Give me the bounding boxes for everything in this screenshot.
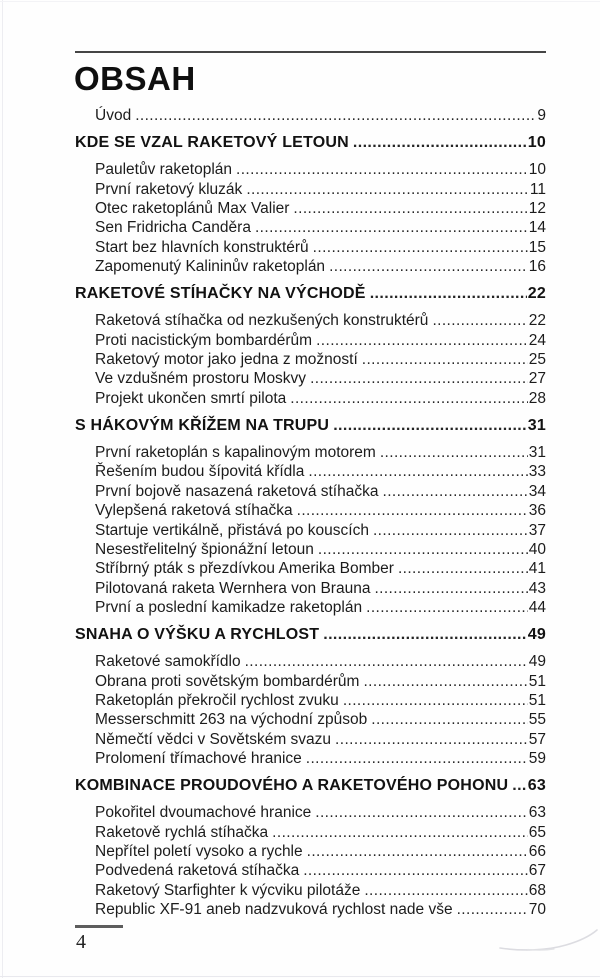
toc-entry xyxy=(75,331,546,350)
toc-entry xyxy=(75,238,546,257)
toc-entry xyxy=(75,598,546,617)
dot-leader xyxy=(245,652,528,671)
toc-entry xyxy=(75,823,546,842)
dot-leader xyxy=(371,710,528,729)
dot-leader xyxy=(307,842,528,861)
toc-entry-page: 14 xyxy=(528,219,546,237)
page-title: OBSAH xyxy=(74,60,196,97)
dot-leader xyxy=(382,482,527,501)
toc-entry-page: 65 xyxy=(528,823,546,841)
toc-entry-page: 63 xyxy=(528,804,546,822)
dot-leader xyxy=(432,311,527,330)
dot-leader xyxy=(363,672,527,691)
toc-entry-label: Prolomení třímachové hranice xyxy=(95,749,302,767)
dot-leader xyxy=(308,462,527,481)
toc-entry xyxy=(75,842,546,861)
toc-entry xyxy=(75,691,546,710)
toc-entry-label: KOMBINACE PROUDOVÉHO A RAKETOVÉHO POHONU xyxy=(75,777,509,795)
toc-entry-label: Proti nacistickým bombardérům xyxy=(95,331,313,349)
toc-entry xyxy=(75,730,546,749)
dot-leader xyxy=(370,284,527,304)
toc-entry xyxy=(75,369,546,388)
toc-entry-page: 15 xyxy=(528,238,546,256)
toc-entry-page: 16 xyxy=(528,258,546,276)
toc-entry-page: 24 xyxy=(528,331,546,349)
toc-entry-label: Projekt ukončen smrtí pilota xyxy=(95,389,287,407)
toc-entry-label: SNAHA O VÝŠKU A RYCHLOST xyxy=(75,626,320,644)
toc-entry-label: První raketový kluzák xyxy=(95,180,243,198)
toc-entry-label: Raketové samokřídlo xyxy=(95,653,241,671)
toc-entry-page: 9 xyxy=(537,107,546,124)
toc-entry-label: KDE SE VZAL RAKETOVÝ LETOUN xyxy=(75,134,349,152)
toc-entry-label: Vylepšená raketová stíhačka xyxy=(95,502,293,520)
toc-entry-page: 33 xyxy=(528,463,546,481)
toc-section-header xyxy=(75,776,546,796)
toc-entry-page: 51 xyxy=(528,691,546,709)
toc-entry-label: Raketový Starfighter k výcviku pilotáže xyxy=(95,881,361,899)
toc-entry-label: První a poslední kamikadze raketoplán xyxy=(95,598,363,616)
toc-entry-page: 68 xyxy=(528,881,546,899)
toc-entry-page: 25 xyxy=(528,351,546,369)
dot-leader xyxy=(297,501,528,520)
toc-entry xyxy=(75,710,546,729)
toc-entry-label: Start bez hlavních konstruktérů xyxy=(95,238,309,256)
toc-entry-label: Pauletův raketoplán xyxy=(95,161,233,179)
dot-leader xyxy=(353,133,527,153)
toc-entry-page: 10 xyxy=(528,161,546,179)
page-number: 4 xyxy=(76,931,86,953)
toc-entry xyxy=(75,462,546,481)
dot-leader xyxy=(135,106,536,125)
scan-smudge-artifact xyxy=(498,928,600,960)
dot-leader xyxy=(293,199,527,218)
toc-entry xyxy=(75,749,546,768)
toc-entry-page: 28 xyxy=(528,389,546,407)
toc-entry xyxy=(75,218,546,237)
toc-section-header xyxy=(75,133,546,153)
dot-leader xyxy=(333,416,527,436)
toc-entry-label: Obrana proti sovětským bombardérům xyxy=(95,672,360,690)
toc-entry xyxy=(75,521,546,540)
toc-entry-page: 57 xyxy=(528,730,546,748)
toc-entry-label: Sen Fridricha Canděra xyxy=(95,219,251,237)
toc-entry-page: 22 xyxy=(528,312,546,330)
toc-entry-page: 44 xyxy=(528,598,546,616)
dot-leader xyxy=(316,331,528,350)
toc-entry-label: Úvod xyxy=(95,107,132,124)
header-rule xyxy=(75,51,546,53)
toc-entry-label: Messerschmitt 263 na východní způsob xyxy=(95,711,368,729)
toc-entry xyxy=(75,350,546,369)
toc-entry xyxy=(75,199,546,218)
toc-entry-page: 66 xyxy=(528,842,546,860)
toc-entry-label: Řešením budou šípovitá křídla xyxy=(95,463,305,481)
toc-entry-label: Otec raketoplánů Max Valier xyxy=(95,200,290,218)
toc-entry-page: 59 xyxy=(528,749,546,767)
dot-leader xyxy=(343,691,528,710)
table-of-contents xyxy=(75,106,546,919)
dot-leader xyxy=(290,389,527,408)
dot-leader xyxy=(313,238,528,257)
toc-entry-page: 67 xyxy=(528,862,546,880)
toc-entry xyxy=(75,881,546,900)
scan-edge-top xyxy=(0,1,600,2)
dot-leader xyxy=(374,579,527,598)
toc-entry-label: Stříbrný pták s přezdívkou Amerika Bomber xyxy=(95,560,394,578)
toc-entry xyxy=(75,257,546,276)
dot-leader xyxy=(246,180,529,199)
toc-section-header xyxy=(75,625,546,645)
scan-edge-left xyxy=(2,0,3,978)
dot-leader xyxy=(255,218,528,237)
dot-leader xyxy=(236,160,528,179)
toc-entry xyxy=(75,311,546,330)
toc-entry-page: 49 xyxy=(527,626,546,644)
toc-entry xyxy=(75,501,546,520)
dot-leader xyxy=(512,776,527,796)
toc-entry-page: 31 xyxy=(528,444,546,462)
toc-entry-label: Startuje vertikálně, přistává po kouscích xyxy=(95,521,369,539)
dot-leader xyxy=(306,749,528,768)
dot-leader xyxy=(362,350,528,369)
toc-entry-page: 70 xyxy=(528,901,546,918)
toc-entry-page: 40 xyxy=(528,540,546,558)
toc-entry xyxy=(75,540,546,559)
toc-entry-label: Republic XF-91 aneb nadzvuková rychlost nade vše xyxy=(95,901,453,918)
toc-entry-label: Raketoplán překročil rychlost zvuku xyxy=(95,691,339,709)
toc-entry xyxy=(75,579,546,598)
toc-entry xyxy=(75,900,546,919)
toc-entry-label: Ve vzdušném prostoru Moskvy xyxy=(95,370,307,388)
toc-entry xyxy=(75,180,546,199)
toc-entry xyxy=(75,559,546,578)
dot-leader xyxy=(323,625,527,645)
toc-entry-label: Zapomenutý Kalininův raketoplán xyxy=(95,258,326,276)
dot-leader xyxy=(398,559,528,578)
toc-entry xyxy=(75,652,546,671)
dot-leader xyxy=(373,521,528,540)
toc-entry-page: 12 xyxy=(528,200,546,218)
toc-entry-page: 31 xyxy=(527,417,546,435)
dot-leader xyxy=(329,257,528,276)
toc-entry-label: Nesestřelitelný špionážní letoun xyxy=(95,540,314,558)
toc-entry-label: První raketoplán s kapalinovým motorem xyxy=(95,444,376,462)
toc-entry-label: Raketový motor jako jedna z možností xyxy=(95,351,358,369)
toc-entry-page: 27 xyxy=(528,370,546,388)
toc-entry-page: 51 xyxy=(528,672,546,690)
toc-entry-page: 43 xyxy=(528,579,546,597)
toc-entry-label: Nepřítel poletí vysoko a rychle xyxy=(95,842,303,860)
dot-leader xyxy=(457,900,528,919)
toc-entry-label: Pilotovaná raketa Wernhera von Brauna xyxy=(95,579,371,597)
toc-entry xyxy=(75,803,546,822)
dot-leader xyxy=(310,369,528,388)
toc-entry xyxy=(75,482,546,501)
dot-leader xyxy=(364,881,527,900)
dot-leader xyxy=(366,598,528,617)
scan-edge-bottom xyxy=(0,976,600,977)
toc-entry-page: 10 xyxy=(527,134,546,152)
toc-entry-label: Němečtí vědci v Sovětském svazu xyxy=(95,730,332,748)
toc-entry-page: 34 xyxy=(528,482,546,500)
toc-entry-label: Pokořitel dvoumachové hranice xyxy=(95,804,312,822)
toc-entry xyxy=(75,861,546,880)
toc-entry-page: 22 xyxy=(527,285,546,303)
toc-entry-page: 55 xyxy=(528,711,546,729)
dot-leader xyxy=(315,803,527,822)
dot-leader xyxy=(335,730,528,749)
dot-leader xyxy=(380,443,528,462)
toc-entry-label: Raketová stíhačka od nezkušených konstruktérů xyxy=(95,312,429,330)
dot-leader xyxy=(303,861,528,880)
toc-entry-intro xyxy=(75,106,546,125)
toc-entry-page: 11 xyxy=(529,180,546,198)
toc-entry xyxy=(75,389,546,408)
dot-leader xyxy=(318,540,528,559)
toc-entry-label: S HÁKOVÝM KŘÍŽEM NA TRUPU xyxy=(75,417,330,435)
toc-entry-page: 63 xyxy=(527,777,546,795)
toc-entry-label: První bojově nasazená raketová stíhačka xyxy=(95,482,379,500)
dot-leader xyxy=(272,823,528,842)
toc-entry-page: 41 xyxy=(528,560,546,578)
footer-rule xyxy=(75,925,123,928)
toc-entry xyxy=(75,672,546,691)
toc-entry-label: Podvedená raketová stíhačka xyxy=(95,862,300,880)
toc-entry xyxy=(75,160,546,179)
toc-section-header xyxy=(75,284,546,304)
toc-entry-page: 37 xyxy=(528,521,546,539)
toc-section-header xyxy=(75,416,546,436)
toc-entry-label: RAKETOVÉ STÍHAČKY NA VÝCHODĚ xyxy=(75,285,366,303)
toc-entry-page: 49 xyxy=(528,653,546,671)
toc-entry xyxy=(75,443,546,462)
toc-entry-label: Raketově rychlá stíhačka xyxy=(95,823,269,841)
toc-entry-page: 36 xyxy=(528,502,546,520)
